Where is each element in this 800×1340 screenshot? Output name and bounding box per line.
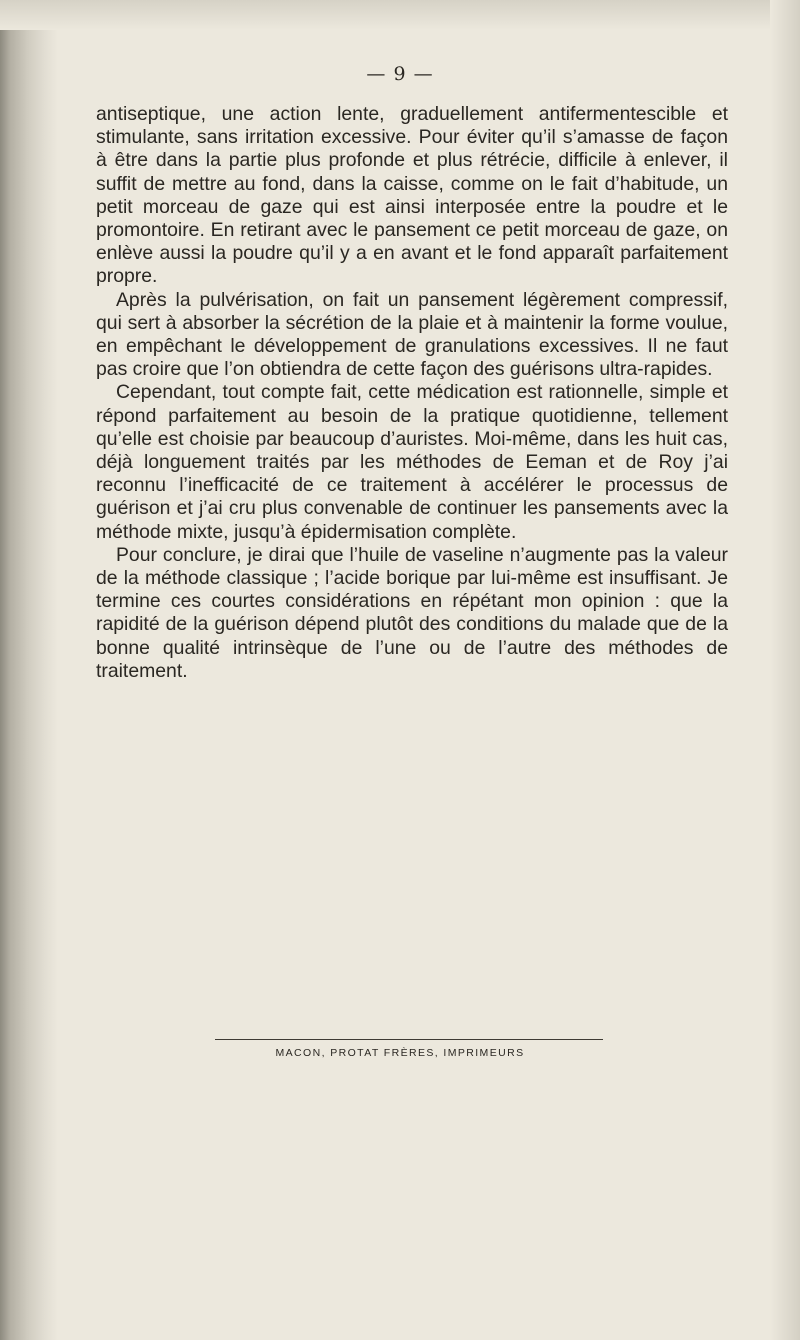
page-number: — 9 — xyxy=(366,63,434,85)
scan-top-edge-shadow xyxy=(0,0,800,30)
printer-imprint: MACON, PROTAT FRÈRES, IMPRIMEURS xyxy=(275,1047,525,1059)
footer-rule xyxy=(215,1039,603,1040)
scan-left-edge-shadow xyxy=(0,0,58,1340)
body-text xyxy=(96,103,728,683)
paragraph-conclusion: Pour conclure, je dirai que l’huile de vaseline n’augmente pas la valeur de la méthode classique ; l’acide borique par lui-même est insuffisant. Je termine ces courtes considérations en répétant mon opinion : que la rapidité de la guérison dépend plutôt des conditions du malade que de la bonne qualité intrinsèque de l’une ou de l’autre des méthodes de traitement. xyxy=(96,543,728,682)
paragraph-pulverisation: Après la pulvérisation, on fait un pansement légèrement compressif, qui sert à absorber la sécrétion de la plaie et à maintenir la forme voulue, en empêchant le développement de granulations excessives. Il ne faut pas croire que l’on obtiendra de cette façon des guérisons ultra-rapides. xyxy=(96,288,728,381)
paragraph-continuation: antiseptique, une action lente, graduellement antifermentescible et stimulante, sans irritation excessive. Pour éviter qu’il s’amasse de façon à être dans la partie plus profonde et plus rétrécie, difficile à enlever, il suffit de mettre au fond, dans la caisse, comme on le fait d’habitude, un petit morceau de gaze qui est ainsi interposée entre la poudre et le promontoire. En retirant avec le pansement ce petit morceau de gaze, on enlève aussi la poudre qu’il y a en avant et le fond apparaît parfaitement propre. xyxy=(96,103,728,288)
paragraph-cependant: Cependant, tout compte fait, cette médication est rationnelle, simple et répond parfaitement au besoin de la pratique quotidienne, tellement qu’elle est choisie par beaucoup d’auristes. Moi-même, dans les huit cas, déjà longuement traités par les méthodes de Eeman et de Roy j’ai reconnu l’inefficacité de ce traitement à accélérer le processus de guérison et j’ai cru plus convenable de continuer les pansements avec la méthode mixte, jusqu’à épidermisation complète. xyxy=(96,381,728,543)
scan-right-edge-shadow xyxy=(770,0,800,1340)
